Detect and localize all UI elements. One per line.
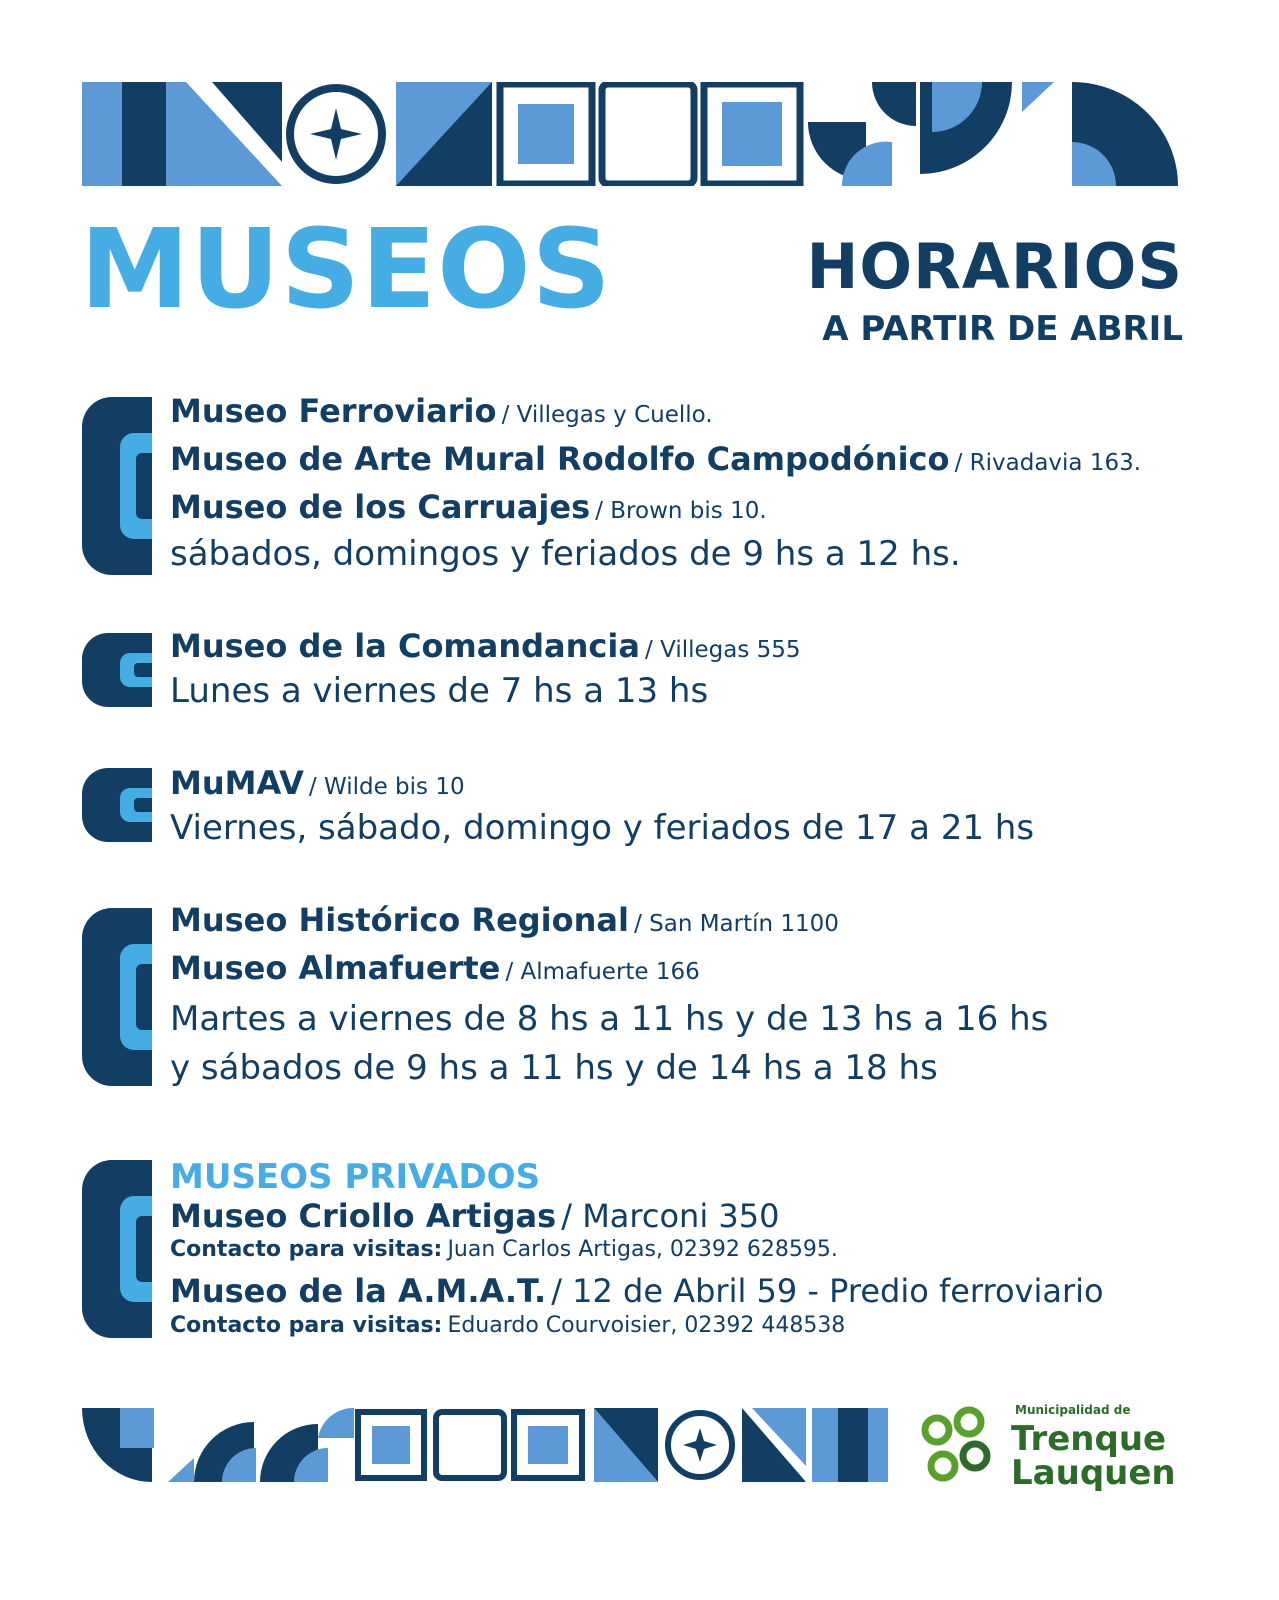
bracket-icon <box>82 633 152 707</box>
museum-address: / Almafuerte 166 <box>505 959 700 985</box>
contact-line <box>170 1239 838 1261</box>
museum-name: MuMAV <box>170 764 304 802</box>
logo-line1: Municipalidad de <box>1015 1403 1131 1417</box>
bracket-icon <box>82 397 152 575</box>
logo-line2: Trenque <box>1011 1419 1167 1459</box>
schedule-text: Martes a viernes de 8 hs a 11 hs y de 13 hs a 16 hs <box>170 999 1049 1039</box>
museum-address: / 12 de Abril 59 - Predio ferroviario <box>551 1272 1104 1310</box>
schedule-text: sábados, domingos y feriados de 9 hs a 12 hs. <box>170 534 961 574</box>
contact-label: Contacto para visitas: <box>170 1237 443 1262</box>
museum-entry <box>170 488 767 526</box>
museum-name: Museo de Arte Mural Rodolfo Campodónico <box>170 440 950 478</box>
municipality-logo <box>917 1400 1179 1492</box>
contact-label: Contacto para visitas: <box>170 1313 443 1338</box>
museum-entry <box>170 1272 1104 1310</box>
museum-address: / Villegas 555 <box>645 637 801 663</box>
museum-name: Museo Almafuerte <box>170 949 501 987</box>
bracket-icon <box>82 1160 152 1338</box>
schedule-text: Viernes, sábado, domingo y feriados de 17 a 21 hs <box>170 808 1035 848</box>
museum-address: / Villegas y Cuello. <box>501 402 713 428</box>
schedule-text: Lunes a viernes de 7 hs a 13 hs <box>170 671 709 711</box>
museum-address: / Wilde bis 10 <box>308 774 465 800</box>
subtitle-date: A PARTIR DE ABRIL <box>822 309 1183 349</box>
museum-address: / Marconi 350 <box>561 1197 780 1235</box>
museum-entry <box>170 392 713 430</box>
museum-name: Museo de los Carruajes <box>170 488 591 526</box>
museum-entry <box>170 949 700 987</box>
museum-entry <box>170 901 839 939</box>
museum-name: Museo Histórico Regional <box>170 901 629 939</box>
schedule-text: y sábados de 9 hs a 11 hs y de 14 hs a 18 hs <box>170 1048 938 1088</box>
contact-value: Juan Carlos Artigas, 02392 628595. <box>447 1237 838 1262</box>
museum-entry <box>170 440 1142 478</box>
museum-name: Museo de la Comandancia <box>170 627 640 665</box>
museum-address: / San Martín 1100 <box>634 911 839 937</box>
museum-name: Museo de la A.M.A.T. <box>170 1272 547 1310</box>
museum-address: / Brown bis 10. <box>595 498 767 524</box>
contact-line <box>170 1315 845 1337</box>
museum-name: Museo Criollo Artigas <box>170 1197 557 1235</box>
page-title: MUSEOS <box>80 205 612 333</box>
museum-entry <box>170 764 465 802</box>
subtitle-horarios: HORARIOS <box>806 230 1183 303</box>
bracket-icon <box>82 908 152 1086</box>
contact-value: Eduardo Courvoisier, 02392 448538 <box>447 1313 846 1338</box>
museum-entry <box>170 627 801 665</box>
museum-address: / Rivadavia 163. <box>954 450 1142 476</box>
museum-entry <box>170 1197 780 1235</box>
logo-line3: Lauquen <box>1011 1453 1176 1492</box>
top-geometric-band <box>82 82 1178 186</box>
bracket-icon <box>82 768 152 842</box>
museum-name: Museo Ferroviario <box>170 392 497 430</box>
bottom-geometric-band <box>82 1408 888 1482</box>
private-museums-title: MUSEOS PRIVADOS <box>170 1157 541 1197</box>
